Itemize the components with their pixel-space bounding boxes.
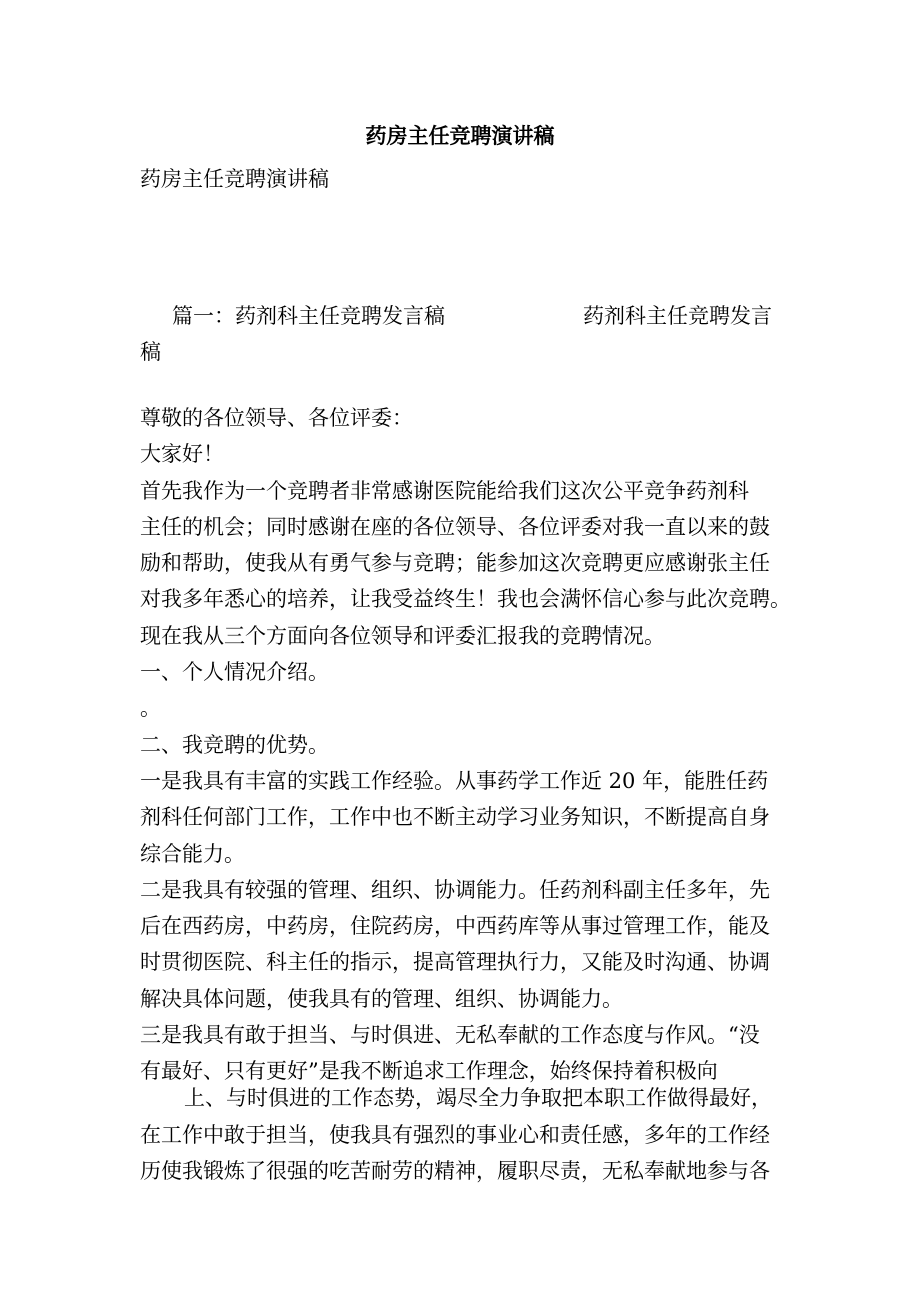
section-heading-line (140, 298, 800, 370)
section-heading: 篇一：药剂科主任竞聘发言稿 (172, 304, 445, 328)
text-line: 现在我从三个方面向各位领导和评委汇报我的竞聘情况。 (140, 623, 665, 648)
text-line: 后在西药房，中药房，住院药房，中西药库等从事过管理工作，能及 (140, 914, 770, 939)
text-line: 二、我竞聘的优势。 (140, 732, 329, 757)
text-line: 三是我具有敢于担当、与时俱进、无私奉献的工作态度与作风。“没 (140, 1023, 760, 1048)
text-line: 。 (140, 696, 161, 721)
text-line-content: 上、与时俱进的工作态势，竭尽全力争取把本职工作做得最好， (184, 1086, 772, 1110)
body-text-block-continued (140, 1080, 800, 1190)
text-line: 尊敬的各位领导、各位评委： (140, 406, 413, 430)
text-line: 在工作中敢于担当，使我具有强烈的事业心和责任感，多年的工作经 (140, 1122, 770, 1147)
text-line: 解决具体问题，使我具有的管理、组织、协调能力。 (140, 986, 623, 1011)
body-text-block (140, 400, 800, 1090)
text-line: 励和帮助，使我从有勇气参与竞聘；能参加这次竞聘更应感谢张主任 (140, 551, 770, 576)
text-line: 首先我作为一个竞聘者非常感谢医院能给我们这次公平竞争药剂科 (140, 478, 749, 503)
text-line: 一、个人情况介绍。 (140, 660, 329, 685)
text-line: 有最好、只有更好”是我不断追求工作理念，始终保持着积极向 (140, 1059, 718, 1084)
text-line: 大家好！ (140, 442, 224, 467)
text-line: 综合能力。 (140, 841, 245, 866)
text-line: 主任的机会；同时感谢在座的各位领导、各位评委对我一直以来的鼓 (140, 514, 770, 539)
document-subtitle: 药房主任竞聘演讲稿 (140, 167, 329, 191)
section-heading-repeat-tail: 稿 (140, 340, 161, 364)
text-line: 二是我具有较强的管理、组织、协调能力。任药剂科副主任多年，先 (140, 877, 770, 902)
text-line: 历使我锻炼了很强的吃苦耐劳的精神，履职尽责，无私奉献地参与各 (140, 1159, 770, 1183)
text-line: 时贯彻医院、科主任的指示，提高管理执行力，又能及时沟通、协调 (140, 950, 770, 975)
text-line: 对我多年悉心的培养，让我受益终生！我也会满怀信心参与此次竞聘。 (140, 587, 791, 612)
section-heading-repeat: 药剂科主任竞聘发言 (583, 304, 772, 328)
text-line: 一是我具有丰富的实践工作经验。从事药学工作近 20 年，能胜任药 (140, 768, 769, 793)
document-title: 药房主任竞聘演讲稿 (365, 123, 555, 148)
text-line (140, 1080, 800, 1117)
text-line: 剂科任何部门工作，工作中也不断主动学习业务知识，不断提高自身 (140, 805, 770, 830)
